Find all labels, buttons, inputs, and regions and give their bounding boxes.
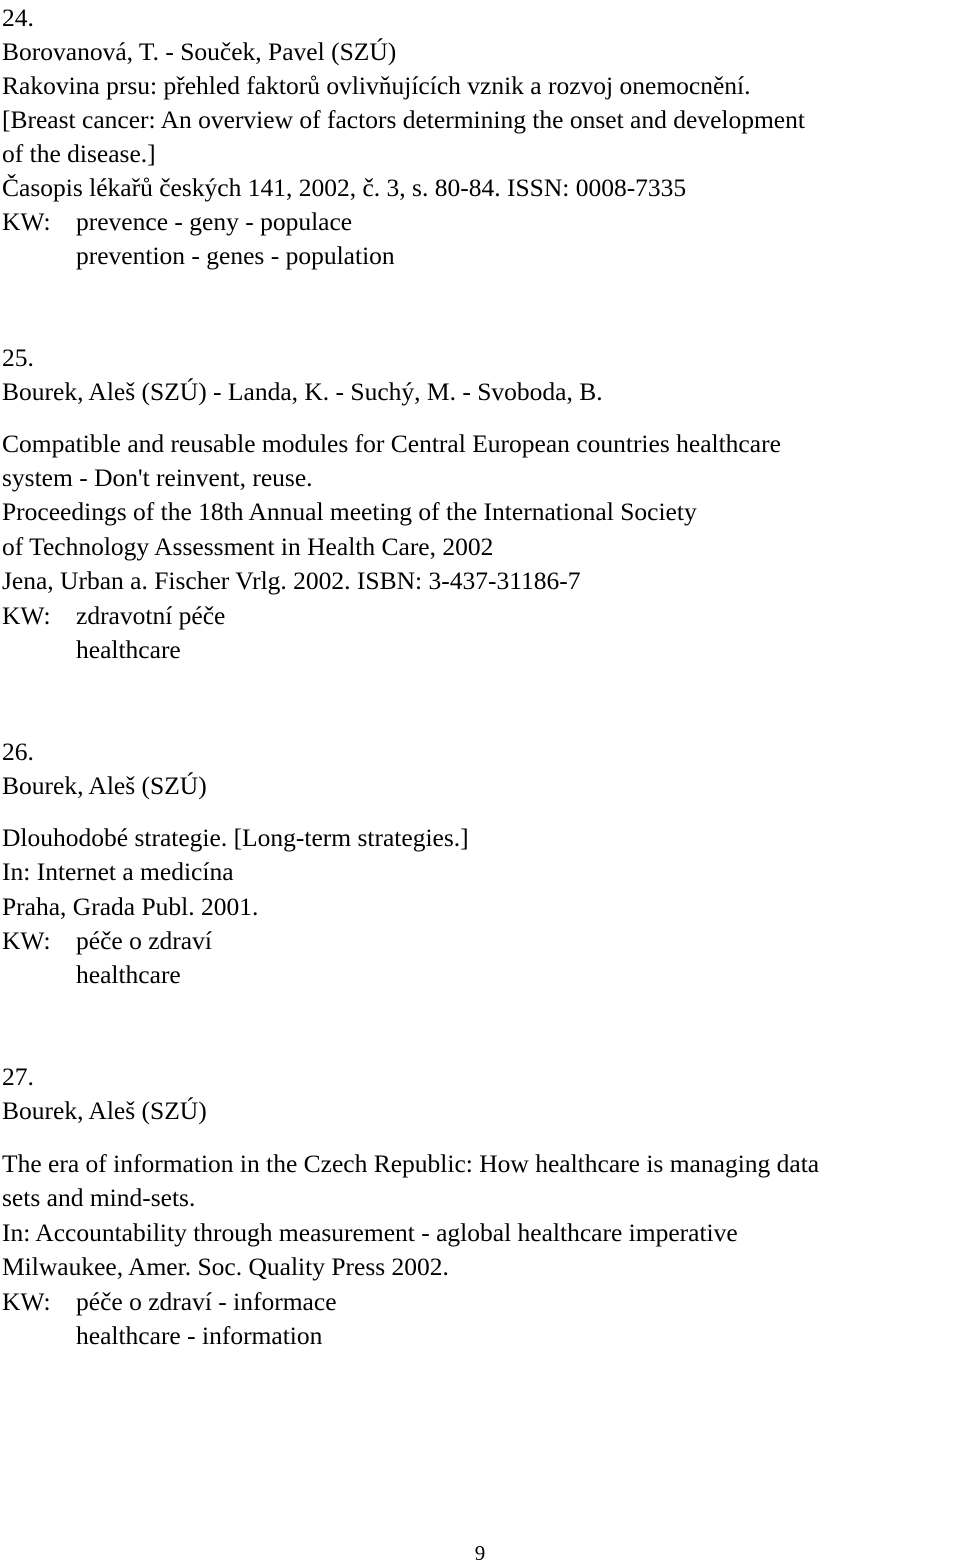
keywords-label: KW: bbox=[2, 1287, 51, 1316]
entry-number: 25. bbox=[2, 343, 34, 372]
entry-title-line: The era of information in the Czech Republic: How healthcare is managing data bbox=[2, 1149, 820, 1178]
entry-source-line: Časopis lékařů českých 141, 2002, č. 3, s. 80-84. ISSN: 0008-7335 bbox=[2, 173, 687, 202]
keywords-english: healthcare bbox=[76, 960, 181, 989]
entry-number: 24. bbox=[2, 3, 34, 32]
entry-source-line: Proceedings of the 18th Annual meeting of the International Society bbox=[2, 497, 697, 526]
page-number: 9 bbox=[474, 1541, 486, 1565]
keywords-english: healthcare - information bbox=[76, 1321, 323, 1350]
entry-source-line: In: Internet a medicína bbox=[2, 857, 234, 886]
entry-title-line: Dlouhodobé strategie. [Long-term strategies.] bbox=[2, 823, 469, 852]
entry-authors: Bourek, Aleš (SZÚ) bbox=[2, 1096, 207, 1125]
entry-title-line: system - Don't reinvent, reuse. bbox=[2, 463, 313, 492]
entry-authors: Bourek, Aleš (SZÚ) - Landa, K. - Suchý, M. - Svoboda, B. bbox=[2, 377, 603, 406]
entry-number: 27. bbox=[2, 1062, 34, 1091]
entry-title-line: sets and mind-sets. bbox=[2, 1183, 196, 1212]
keywords-label: KW: bbox=[2, 207, 51, 236]
entry-authors: Bourek, Aleš (SZÚ) bbox=[2, 771, 207, 800]
entry-title-line: Compatible and reusable modules for Central European countries healthcare bbox=[2, 429, 781, 458]
keywords-czech: prevence - geny - populace bbox=[76, 207, 353, 236]
entry-title-line: Rakovina prsu: přehled faktorů ovlivňujících vznik a rozvoj onemocnění. bbox=[2, 71, 751, 100]
keywords-label: KW: bbox=[2, 601, 51, 630]
keywords-czech: péče o zdraví - informace bbox=[76, 1287, 337, 1316]
entry-title-line: [Breast cancer: An overview of factors determining the onset and development bbox=[2, 105, 805, 134]
entry-title-line: of the disease.] bbox=[2, 139, 156, 168]
entry-source-line: of Technology Assessment in Health Care, 2002 bbox=[2, 532, 494, 561]
keywords-english: healthcare bbox=[76, 635, 181, 664]
entry-authors: Borovanová, T. - Souček, Pavel (SZÚ) bbox=[2, 37, 397, 66]
entry-source-line: Jena, Urban a. Fischer Vrlg. 2002. ISBN: 3-437-31186-7 bbox=[2, 566, 581, 595]
keywords-english: prevention - genes - population bbox=[76, 241, 395, 270]
keywords-label: KW: bbox=[2, 926, 51, 955]
entry-number: 26. bbox=[2, 737, 34, 766]
entry-source-line: In: Accountability through measurement - aglobal healthcare imperative bbox=[2, 1218, 738, 1247]
keywords-czech: péče o zdraví bbox=[76, 926, 212, 955]
entry-source-line: Praha, Grada Publ. 2001. bbox=[2, 892, 259, 921]
entry-source-line: Milwaukee, Amer. Soc. Quality Press 2002. bbox=[2, 1252, 449, 1281]
keywords-czech: zdravotní péče bbox=[76, 601, 226, 630]
